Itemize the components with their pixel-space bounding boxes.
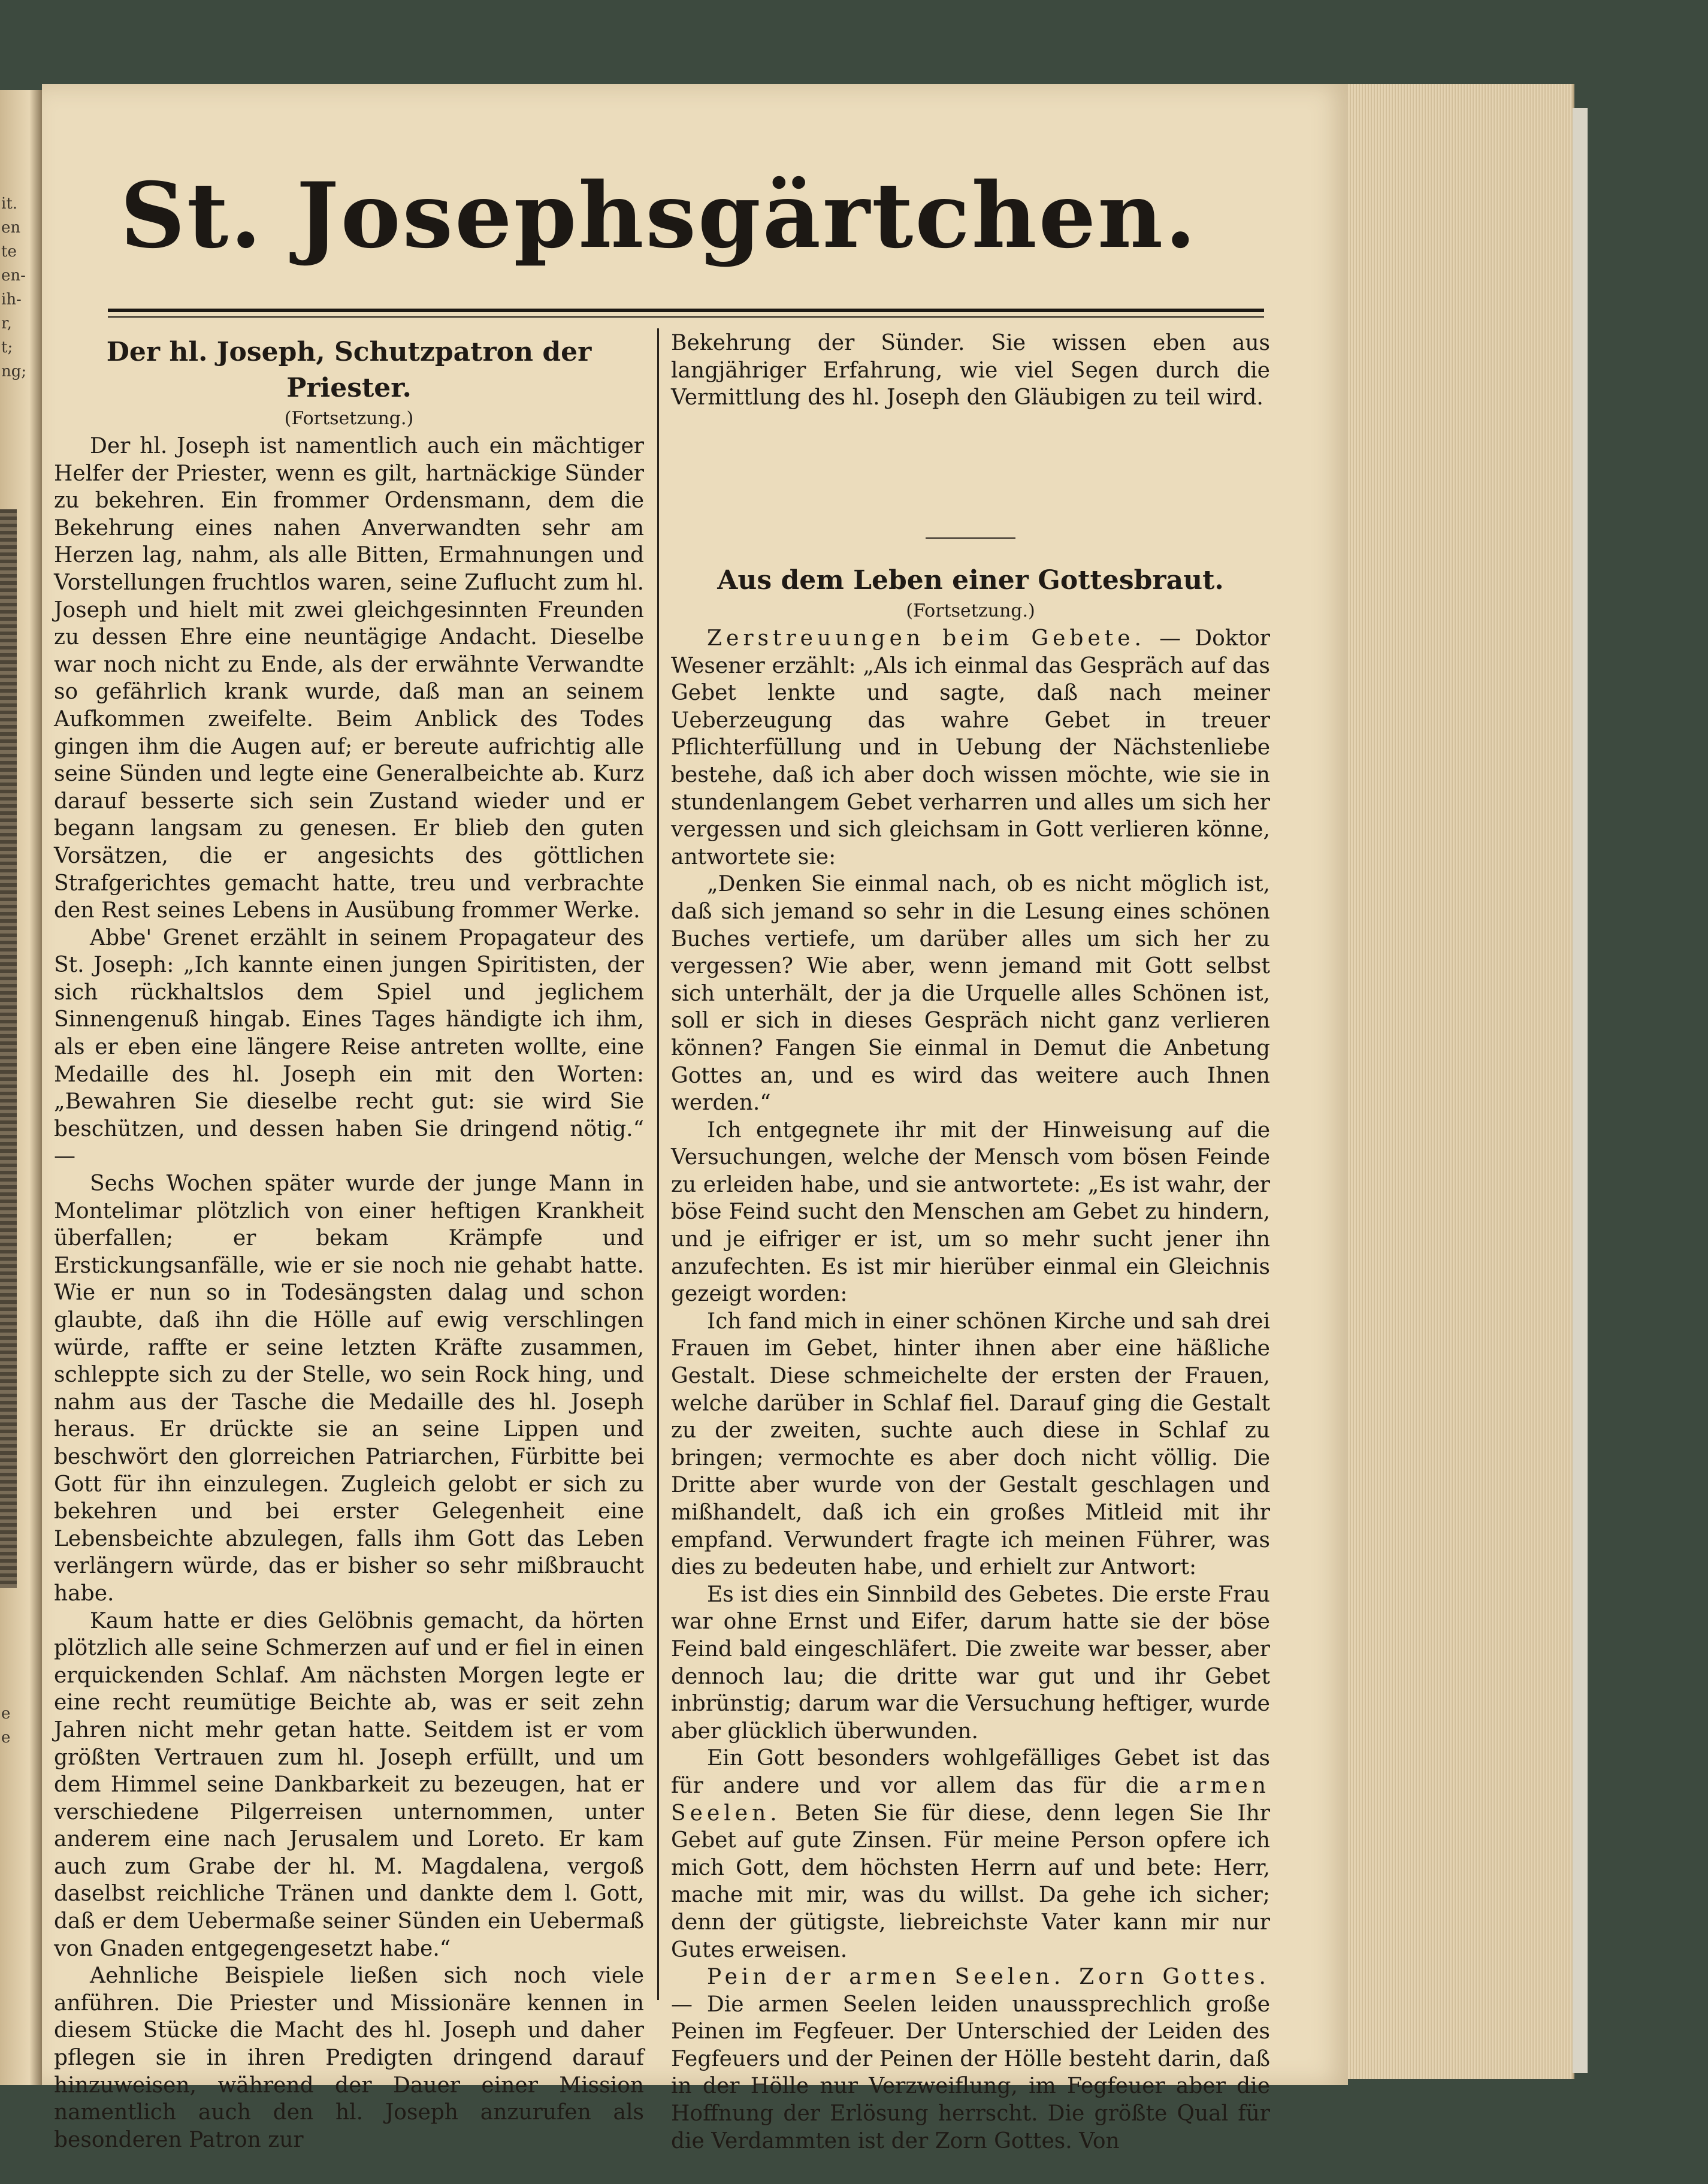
article-title: Aus dem Leben einer Gottesbraut.: [717, 565, 1224, 596]
section-heading: Pein der armen Seelen. Zorn Gottes.: [707, 1965, 1270, 1990]
masthead-rule: [108, 309, 1264, 312]
paragraph: Sechs Wochen später wurde der junge Mann in Montelimar plötzlich von einer heftigen Krankheit überfallen; er bekam Krämpfe und Erstickungsanfälle, wie er sie noch nie gehabt hatte. Wie er nun so in Todesängsten dalag und schon glaubte, daß ihn die Hölle auf ewig verschlingen würde, raffte er seine letzten Kräfte zusammen, schleppte sich zu der Stelle, wo sein Rock hing, und nahm aus der Tasche die Medaille des hl. Joseph heraus. Er drückte sie an seine Lippen und beschwört den glorreichen Patriarchen, Fürbitte bei Gott für ihn einzulegen. Zugleich gelobt er sich zu bekehren und bei erster Gelegenheit eine Lebensbeichte abzulegen, falls ihm Gott das Leben verlängern würde, das er bisher so sehr mißbraucht habe.: [54, 1171, 644, 1606]
paragraph: Kaum hatte er dies Gelöbnis gemacht, da hörten plötzlich alle seine Schmerzen auf und er fiel in einen erquickenden Schlaf. Am nächsten Morgen legte er eine recht reumütige Beichte ab, was er seit zehn Jahren nicht mehr getan hatte. Seitdem ist er vom größten Vertrauen zum hl. Joseph erfüllt, und um dem Himmel seine Dankbarkeit zu bezeugen, hat er verschiedene Pilgerreisen unternommen, unter anderem eine nach Jerusalem und Loreto. Er kam auch zum Grabe der hl. M. Magdalena, vergoß daselbst reichliche Tränen und dankte dem l. Gott, daß er dem Uebermaße seiner Sünden ein Uebermaß von Gnaden entgegengesetzt habe.“: [54, 1608, 644, 1961]
right-column: [671, 506, 1270, 2155]
continuation-note: (Fortsetzung.): [906, 600, 1035, 621]
book-fore-edge: [1339, 84, 1574, 2079]
paragraph: Ein Gott besonders wohlgefälliges Gebet ist das für andere und vor allem das für die armen Seelen. Beten Sie für diese, denn legen Sie Ihr Gebet auf gute Zinsen. Für meine Person opfere ich mich Gott, dem höchsten Herrn auf und bete: Herr, mache mit mir, was du willst. Da gehe ich sicher; denn der gütigste, liebreichste Vater kann mir nur Gutes erweisen.: [671, 1746, 1270, 1962]
column-divider: [657, 328, 659, 2000]
masthead-rule-thin: [108, 316, 1264, 318]
paragraph: „Denken Sie einmal nach, ob es nicht möglich ist, daß sich jemand so sehr in die Lesung eines schönen Buches vertiefe, um darüber alles um sich her zu vergessen? Wie aber, wenn jemand mit Gott selbst sich unterhält, der ja die Urquelle alles Schönen ist, soll er sich in dieses Gespräch nicht ganz verlieren können? Fangen Sie einmal in Demut die Anbetung Gottes an, und es wird das weitere auch Ihnen werden.“: [671, 872, 1270, 1116]
paragraph: Abbe' Grenet erzählt in seinem Propagateur des St. Joseph: „Ich kannte einen jungen Spiritisten, der sich rückhaltslos dem Spiel und jeglichem Sinnengenuß hingab. Eines Tages händigte ich ihm, als er eben eine längere Reise antreten wollte, eine Medaille des hl. Joseph ein mit den Worten: „Bewahren Sie dieselbe recht gut: sie wird Sie beschützen, und dessen haben Sie dringend nötig.“ —: [54, 925, 644, 1169]
right-column-top: [671, 330, 1270, 412]
emphasis: armen Seelen.: [671, 1773, 1270, 1826]
paragraph: Pein der armen Seelen. Zorn Gottes. — Die armen Seelen leiden unaussprechlich große Peinen im Fegfeuer. Der Unterschied der Leiden des Fegfeuers und der Peinen der Hölle besteht darin, daß in der Hölle nur Verzweiflung, im Fegfeuer aber die Hoffnung der Erlösung herrscht. Die größte Qual für die Verdammten ist der Zorn Gottes. Von: [671, 1965, 1270, 2153]
book-cover-edge: [1573, 108, 1588, 2073]
paragraph: Aehnliche Beispiele ließen sich noch viele anführen. Die Priester und Missionäre kennen in diesem Stücke die Macht des hl. Joseph und daher pflegen sie in ihren Predigten dringend darauf hinzuweisen, während der Dauer einer Mission namentlich auch den hl. Joseph anzurufen als besonderen Patron zur: [54, 1964, 644, 2152]
left-column: [54, 330, 644, 2153]
paragraph: Der hl. Joseph ist namentlich auch ein mächtiger Helfer der Priester, wenn es gilt, hartnäckige Sünder zu bekehren. Ein frommer Ordensmann, dem die Bekehrung eines nahen Anverwandten sehr am Herzen lag, nahm, als alle Bitten, Ermahnungen und Vorstellungen fruchtlos waren, seine Zuflucht zum hl. Joseph und hielt mit zwei gleichgesinnten Freunden zu dessen Ehre eine neuntägige Andacht. Dieselbe war noch nicht zu Ende, als der erwähnte Verwandte so gefährlich krank wurde, daß man an seinem Aufkommen zweifelte. Beim Anblick des Todes gingen ihm die Augen auf; er bereute aufrichtig alle seine Sünden und legte eine Generalbeichte ab. Kurz darauf besserte sich sein Zustand wieder und er begann langsam zu genesen. Er blieb den guten Vorsätzen, die er angesichts des göttlichen Strafgerichtes gemacht hatte, treu und verbrachte den Rest seines Lebens in Ausübung frommer Werke.: [54, 434, 644, 923]
paragraph: Zerstreuungen beim Gebete. — Doktor Wesener erzählt: „Als ich einmal das Gespräch auf das Gebet lenkte und sagte, daß nach meiner Ueberzeugung das wahre Gebet in treuer Pflichterfüllung und in Uebung der Nächstenliebe bestehe, daß ich aber doch wissen möchte, wie sie in stundenlangem Gebet verharren und alles um sich her vergessen und sich gleichsam in Gott verlieren könne, antwortete sie:: [671, 626, 1270, 869]
paragraph: Ich entgegnete ihr mit der Hinweisung auf die Versuchungen, welche der Mensch vom bösen Feinde zu erleiden habe, und sie antwortete: „Es ist wahr, der böse Feind sucht den Menschen am Gebet zu hindern, und je eifriger er ist, um so mehr sucht jener ihn anzufechten. Es ist mir hierüber einmal ein Gleichnis gezeigt worden:: [671, 1117, 1270, 1307]
article-separator: [926, 537, 1015, 539]
continuation-note: (Fortsetzung.): [284, 408, 414, 429]
previous-page-margin-text: it. en te en- ih- r, t; ng; e e: [1, 195, 27, 1747]
paragraph: Es ist dies ein Sinnbild des Gebetes. Die erste Frau war ohne Ernst und Eifer, darum hatte sie der böse Feind bald eingeschläfert. Die zweite war besser, aber dennoch lau; die dritte war gut und ihr Gebet inbrünstig; darum war die Versuchung heftiger, wurde aber glücklich überwunden.: [671, 1582, 1270, 1744]
section-heading: Zerstreuungen beim Gebete.: [707, 626, 1145, 651]
paragraph: Ich fand mich in einer schönen Kirche und sah drei Frauen im Gebet, hinter ihnen aber eine häßliche Gestalt. Diese schmeichelte der ersten der Frauen, welche darüber in Schlaf fiel. Darauf ging die Gestalt zu der zweiten, suchte auch diese in Schlaf zu bringen; vermochte es aber doch nicht völlig. Die Dritte aber wurde von der Gestalt geschlagen und mißhandelt, daß ich ein großes Mitleid mit ihr empfand. Verwundert fragte ich meinen Führer, was dies zu bedeuten habe, und erhielt zur Antwort:: [671, 1309, 1270, 1580]
paragraph: Bekehrung der Sünder. Sie wissen eben aus langjähriger Erfahrung, wie viel Segen durch die Vermittlung des hl. Joseph den Gläubigen zu teil wird.: [671, 331, 1270, 410]
masthead: St. Josephsgärtchen.: [120, 163, 1198, 268]
article-title: Der hl. Joseph, Schutzpatron der Priester.: [106, 337, 592, 403]
